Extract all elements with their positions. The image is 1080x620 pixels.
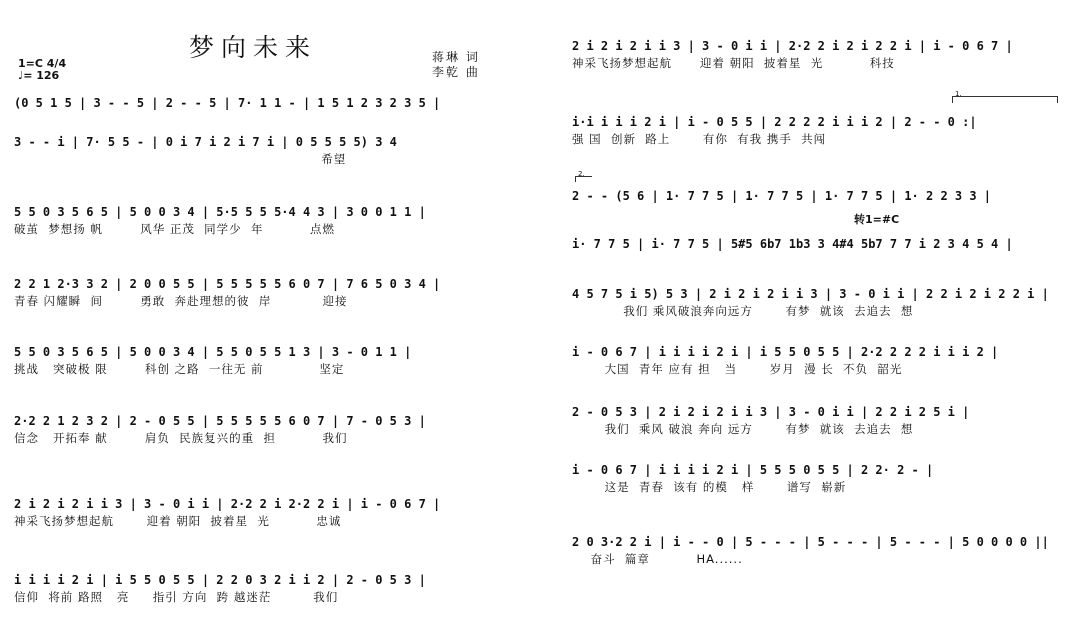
system-right-1 <box>572 38 1072 71</box>
lyric-line: 我们 乘风破浪奔向远方 有梦 就该 去追去 想 <box>572 304 914 318</box>
lyric-line: 破茧 梦想扬 帆 风华 正茂 同学少 年 点燃 <box>14 222 336 236</box>
notation-line: (0 5 1 5 | 3 - - 5 | 2 - - 5 | 7· 1 1 - | 1 5 1 2 3 2 3 5 | <box>14 96 441 110</box>
notation-line: 2 2 1 2·3 3 2 | 2 0 0 5 5 | 5 5 5 5 5 6 0 7 | 7 6 5 0 3 4 | <box>14 277 441 291</box>
system-right-3 <box>572 188 1072 204</box>
system-left-5 <box>14 344 514 377</box>
lyric-line: 强 国 创新 路上 有你 有我 携手 共闯 <box>572 132 827 146</box>
notation-line: 5 5 0 3 5 6 5 | 5 0 0 3 4 | 5 5 0 5 5 1 3 | 3 - 0 1 1 | <box>14 345 412 359</box>
lyric-line: 神采飞扬梦想起航 迎着 朝阳 披着星 光 忠诚 <box>14 514 342 528</box>
system-left-1 <box>14 95 514 128</box>
system-right-8 <box>572 462 1072 495</box>
system-right-6 <box>572 344 1072 377</box>
notation-line: 2·2 2 1 2 3 2 | 2 - 0 5 5 | 5 5 5 5 5 6 0 7 | 7 - 0 5 3 | <box>14 414 426 428</box>
notation-line: i - 0 6 7 | i i i i 2 i | 5 5 5 0 5 5 | 2 2· 2 - | <box>572 463 934 477</box>
volta-bracket-1 <box>952 96 1058 103</box>
volta-number-2: 2. <box>578 170 585 178</box>
notation-line: 2 - 0 5 3 | 2 i 2 i 2 i i 3 | 3 - 0 i i | 2 2 i 2 5 i | <box>572 405 970 419</box>
system-right-5 <box>572 286 1072 319</box>
notation-line: 5 5 0 3 5 6 5 | 5 0 0 3 4 | 5·5 5 5 5·4 4 3 | 3 0 0 1 1 | <box>14 205 426 219</box>
notation-line: 2 i 2 i 2 i i 3 | 3 - 0 i i | 2·2 2 i 2·2 2 i | i - 0 6 7 | <box>14 497 441 511</box>
system-left-6 <box>14 413 514 446</box>
notation-line: i i i i 2 i | i 5 5 0 5 5 | 2 2 0 3 2 i i 2 | 2 - 0 5 3 | <box>14 573 426 587</box>
system-right-4 <box>572 236 1072 252</box>
notation-line: 2 - - (5 6 | 1· 7 7 5 | 1· 7 7 5 | 1· 7 7 5 | 1· 2 2 3 3 | <box>572 189 992 203</box>
tempo-marking: ♩= 126 <box>18 69 60 82</box>
song-title: 梦向未来 <box>189 33 318 62</box>
meta-block <box>18 58 66 82</box>
key-change-marking: 转1=#C <box>854 213 900 226</box>
system-right-2 <box>572 114 1072 147</box>
lyric-line: 信念 开拓奉 献 肩负 民族复兴的重 担 我们 <box>14 431 348 445</box>
composer: 李乾 曲 <box>432 65 480 79</box>
notation-line: 2 0 3·2 2 i | i - - 0 | 5 - - - | 5 - - - | 5 - - - | 5 0 0 0 0 || <box>572 535 1049 549</box>
notation-line: i· 7 7 5 | i· 7 7 5 | 5#5 6b7 1b3 3 4#4 5b7 7 7 i 2 3 4 5 4 | <box>572 237 1013 251</box>
notation-line: 2 i 2 i 2 i i 3 | 3 - 0 i i | 2·2 2 i 2 i 2 2 i | i - 0 6 7 | <box>572 39 1013 53</box>
lyric-line: 这是 青春 该有 的模 样 谱写 崭新 <box>572 480 847 494</box>
lyricist: 蒋琳 词 <box>432 50 480 64</box>
system-left-2 <box>14 134 514 167</box>
volta-number-1: 1. <box>955 90 962 98</box>
lyric-line: 大国 青年 应有 担 当 岁月 漫 长 不负 韶光 <box>572 362 903 376</box>
lyric-line: 信仰 将前 路照 亮 指引 方向 跨 越迷茫 我们 <box>14 590 339 604</box>
system-left-4 <box>14 276 514 309</box>
system-right-7 <box>572 404 1072 437</box>
key-signature: 1=C 4/4 <box>18 57 67 70</box>
lyric-line: 奋斗 篇章 HA...... <box>572 552 743 566</box>
system-left-8 <box>14 572 514 605</box>
credits <box>432 50 480 80</box>
system-left-3 <box>14 204 514 237</box>
lyric-line <box>14 113 514 128</box>
notation-line: i - 0 6 7 | i i i i 2 i | i 5 5 0 5 5 | 2·2 2 2 2 i i i 2 | <box>572 345 999 359</box>
lyric-line: 希望 <box>14 152 347 166</box>
left-page <box>14 0 514 620</box>
lyric-line: 我们 乘风 破浪 奔向 远方 有梦 就该 去追去 想 <box>572 422 914 436</box>
lyric-line: 神采飞扬梦想起航 迎着 朝阳 披着星 光 科技 <box>572 56 895 70</box>
notation-line: i·i i i i 2 i | i - 0 5 5 | 2 2 2 2 i i i 2 | 2 - - 0 :| <box>572 115 977 129</box>
notation-line: 3 - - i | 7· 5 5 - | 0 i 7 i 2 i 7 i | 0 5 5 5 5) 3 4 <box>14 135 397 149</box>
right-page <box>572 0 1072 620</box>
lyric-line: 青春 闪耀瞬 间 勇敢 奔赴理想的彼 岸 迎接 <box>14 294 348 308</box>
notation-line: 4 5 7 5 i 5) 5 3 | 2 i 2 i 2 i i 3 | 3 - 0 i i | 2 2 i 2 i 2 2 i | <box>572 287 1049 301</box>
lyric-line: 挑战 突破极 限 科创 之路 一往无 前 坚定 <box>14 362 345 376</box>
system-left-7 <box>14 496 514 529</box>
system-right-9 <box>572 534 1072 567</box>
